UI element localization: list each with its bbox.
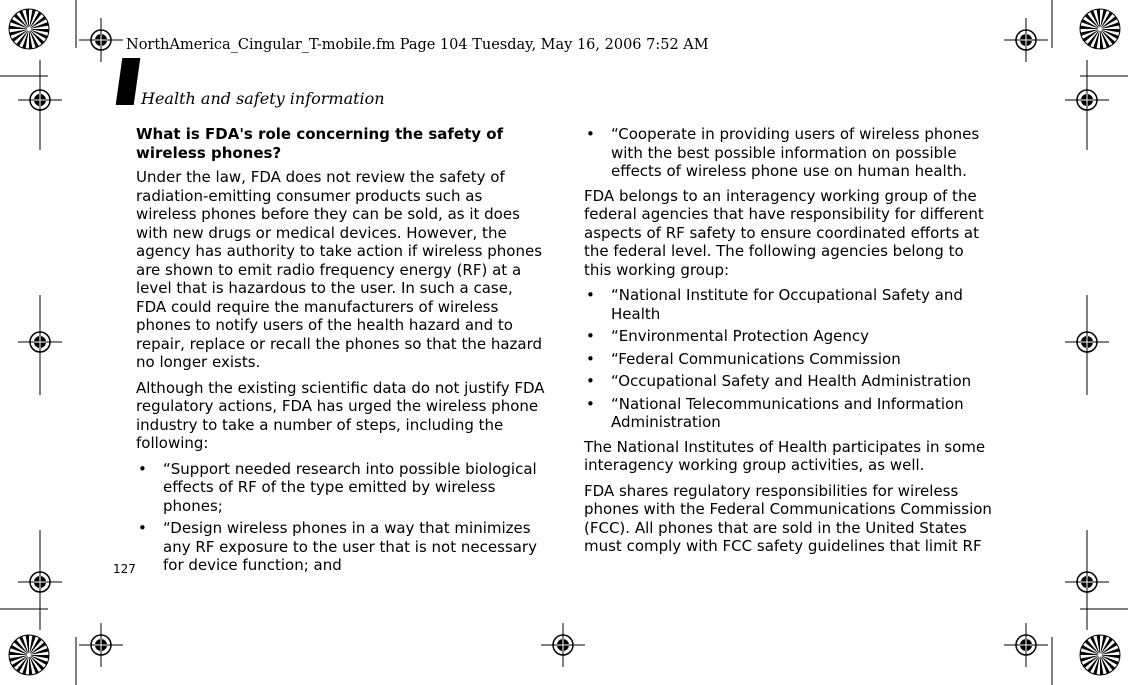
star-target-mark	[1080, 9, 1120, 49]
left-column	[136, 125, 546, 581]
registration-mark	[1065, 560, 1109, 604]
question-heading: What is FDA's role concerning the safety of wireless phones?	[136, 125, 504, 162]
list-item: • “National Institute for Occupational Safety and Health	[586, 286, 963, 323]
paragraph: FDA belongs to an interagency working group of the federal agencies that have responsibility for different aspects of RF safety to ensure coordinated efforts at the federal level. The following agencies belong to this working group:	[584, 186, 984, 279]
registration-mark	[1065, 78, 1109, 122]
bullet-icon: •	[586, 286, 595, 304]
registration-mark	[1004, 18, 1048, 62]
page-number: 127	[113, 562, 136, 576]
paragraph: FDA shares regulatory responsibilities for wireless phones with the Federal Communications Commission (FCC). All phones that are sold in the United States must comply with FCC safety guidelines that limit RF	[584, 481, 992, 555]
paragraph: The National Institutes of Health participates in some interagency working group activities, as well.	[584, 437, 986, 474]
registration-mark	[541, 623, 585, 667]
list-item: • “Federal Communications Commission	[586, 349, 901, 368]
file-info-header: NorthAmerica_Cingular_T-mobile.fm Page 104 Tuesday, May 16, 2006 7:52 AM	[126, 37, 709, 53]
registration-mark	[1065, 320, 1109, 364]
registration-mark	[79, 18, 123, 62]
list-item: • “Environmental Protection Agency	[586, 327, 869, 345]
section-title: Health and safety information	[141, 89, 385, 108]
right-column	[584, 125, 994, 563]
paragraph: Although the existing scientific data do not justify FDA regulatory actions, FDA has urged the wireless phone industry to take a number of steps, including the following:	[136, 378, 545, 452]
list-item: • “Support needed research into possible biological effects of RF of the type emitted by wireless phones;	[138, 459, 537, 515]
bullet-icon: •	[586, 327, 595, 345]
star-target-mark	[1080, 635, 1120, 675]
registration-mark	[18, 78, 62, 122]
bullet-list	[584, 125, 994, 181]
registration-mark	[18, 320, 62, 364]
bullet-icon: •	[138, 459, 147, 478]
star-target-mark	[9, 635, 49, 675]
registration-mark	[1004, 623, 1048, 667]
star-target-mark	[9, 9, 49, 49]
bullet-icon: •	[586, 394, 595, 413]
paragraph: Under the law, FDA does not review the safety of radiation-emitting consumer products such as wireless phones before they can be sold, as it does with new drugs or medical devices. However, the agency has authority to take action if wireless phones are shown to emit radio frequency energy (RF) at a level that is hazardous to the user. In such a case, FDA could require the manufacturers of wireless phones to notify users of the health hazard and to repair, replace or recall the phones so that the hazard no longer exists.	[136, 168, 543, 371]
bullet-icon: •	[586, 125, 595, 143]
bullet-icon: •	[138, 519, 147, 537]
list-item: • “Cooperate in providing users of wireless phones with the best possible information on possible effects of wireless phone use on human health.	[586, 125, 980, 180]
bullet-icon: •	[586, 349, 595, 368]
bullet-list	[136, 460, 546, 575]
agency-list	[584, 286, 994, 432]
registration-mark	[18, 560, 62, 604]
bullet-icon: •	[586, 372, 595, 390]
list-item: • “Design wireless phones in a way that minimizes any RF exposure to the user that is not necessary for device function; and	[138, 519, 537, 574]
registration-mark	[79, 623, 123, 667]
list-item: • “Occupational Safety and Health Administration	[586, 372, 972, 390]
list-item: • “National Telecommunications and Information Administration	[586, 394, 964, 431]
